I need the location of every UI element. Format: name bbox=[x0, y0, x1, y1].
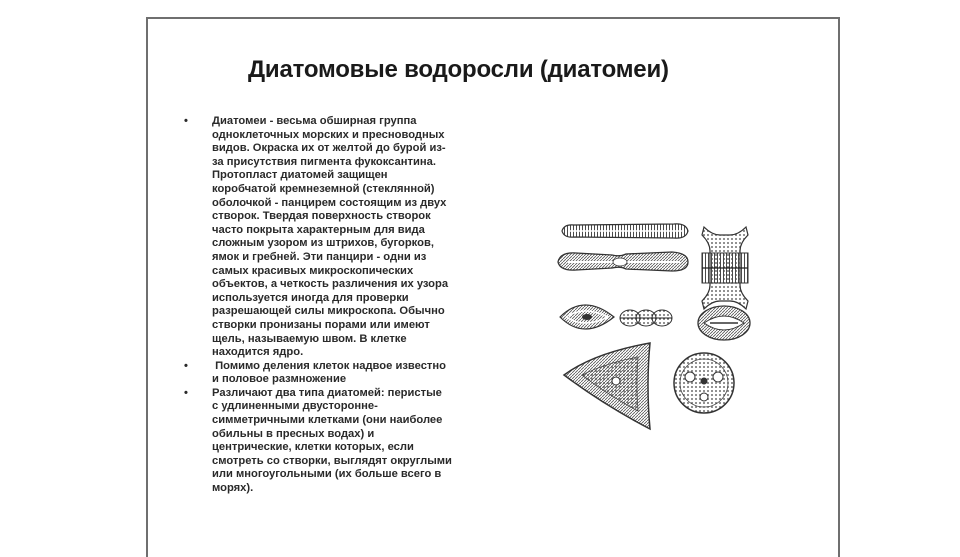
text-line: створки пронизаны порами или имеют bbox=[212, 318, 430, 331]
cross-shaped-diatom bbox=[702, 227, 748, 309]
text-line: одноклеточных морских и пресноводных bbox=[212, 128, 445, 141]
slide-frame bbox=[146, 17, 840, 557]
text-line: щель, называемую швом. В клетке bbox=[212, 332, 407, 345]
text-line: Помимо деления клеток надвое известно bbox=[212, 359, 446, 372]
text-line: сложным узором из штрихов, бугорков, bbox=[212, 237, 434, 250]
text-line: коробчатой кремнеземной (стеклянной) bbox=[212, 182, 435, 195]
bullet-list bbox=[184, 115, 484, 496]
elongated-diatom-middle bbox=[558, 252, 688, 271]
text-line: симметричными клетками (они наиболее bbox=[212, 414, 443, 427]
text-line: разрешающей силы микроскопа. Обычно bbox=[212, 305, 445, 318]
text-line: видов. Окраска их от желтой до бурой из- bbox=[212, 142, 446, 155]
text-line: Протопласт диатомей защищен bbox=[212, 169, 388, 182]
bullet-dot: • bbox=[184, 115, 188, 127]
bullet-item bbox=[184, 387, 484, 496]
text-line: за присутствия пигмента фукоксантина. bbox=[212, 155, 436, 168]
bullet-item bbox=[184, 115, 484, 360]
text-line: оболочкой - панцирем состоящим из двух bbox=[212, 196, 447, 209]
round-centric-diatom bbox=[674, 353, 734, 413]
text-line: самых красивых микроскопических bbox=[212, 264, 414, 277]
text-line: створок. Твердая поверхность створок bbox=[212, 210, 431, 223]
elongated-diatom-top bbox=[562, 224, 688, 238]
text-line: морях). bbox=[212, 482, 254, 495]
oval-diatom-right bbox=[698, 306, 750, 340]
text-line: часто покрыта характерным для вида bbox=[212, 223, 425, 236]
bullet-dot: • bbox=[184, 359, 188, 372]
text-line: Различают два типа диатомей: перистые bbox=[212, 386, 442, 399]
text-line: или многоугольными (их больше всего в bbox=[212, 468, 442, 481]
text-line: обильны в пресных водах) и bbox=[212, 427, 375, 440]
diatoms-illustration bbox=[554, 205, 762, 445]
triangular-diatom bbox=[564, 343, 650, 429]
bullet-text bbox=[212, 115, 448, 360]
bullet-item bbox=[184, 360, 484, 387]
text-line: находится ядро. bbox=[212, 346, 304, 359]
oval-diatom-left bbox=[560, 305, 614, 329]
text-line: центрические, клетки которых, если bbox=[212, 441, 414, 454]
text-line: используется иногда для проверки bbox=[212, 291, 409, 304]
slide-title: Диатомовые водоросли (диатомеи) bbox=[248, 56, 669, 83]
bullet-dot: • bbox=[184, 386, 188, 399]
text-line: ямок и гребней. Эти панцири - одни из bbox=[212, 250, 427, 263]
text-line: объектов, а четкость различения их узора bbox=[212, 278, 449, 291]
segmented-diatom bbox=[620, 310, 672, 326]
bullet-text bbox=[212, 387, 452, 496]
text-line: с удлиненными двусторонне- bbox=[212, 400, 378, 413]
text-line: и половое размножение bbox=[212, 373, 347, 386]
bullet-text bbox=[212, 360, 446, 387]
text-line: Диатомеи - весьма обширная группа bbox=[212, 115, 417, 127]
text-line: смотреть со створки, выглядят округлыми bbox=[212, 454, 452, 467]
